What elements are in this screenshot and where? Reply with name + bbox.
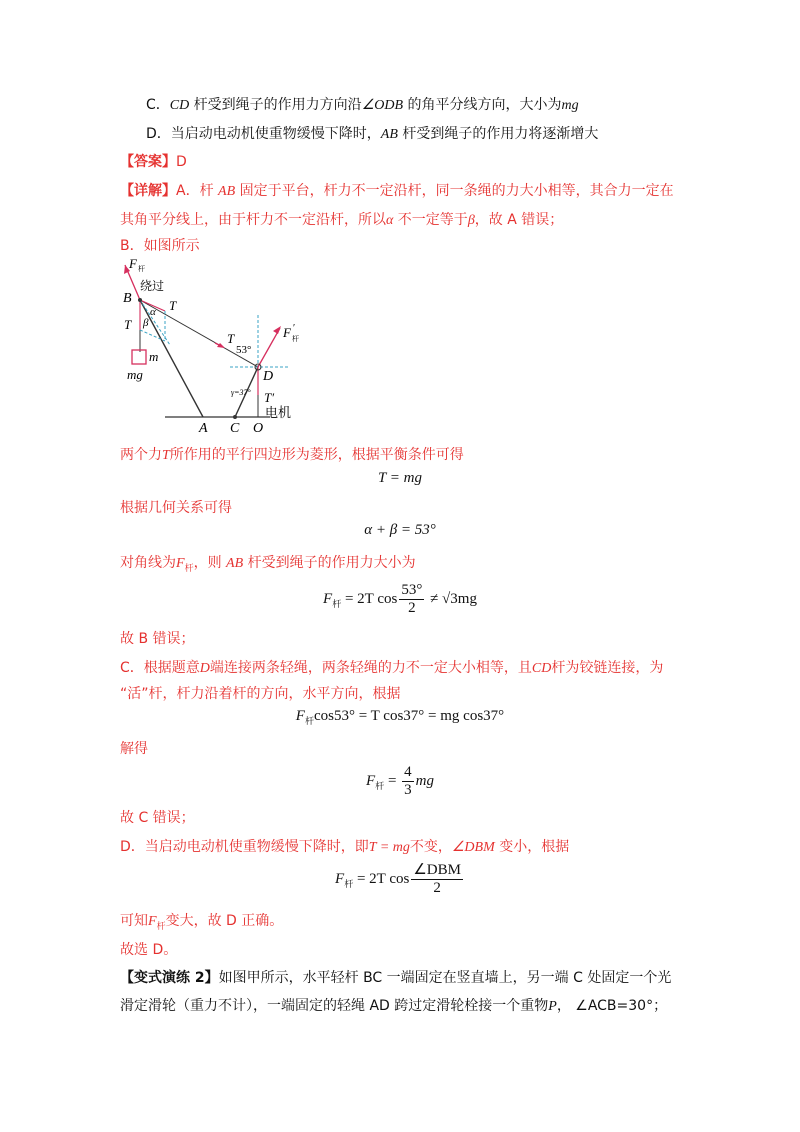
point-c: [233, 415, 237, 419]
label-t1: T: [169, 298, 177, 313]
force-f-rod-prime-arrow: [258, 328, 280, 367]
equation-1: T = mg: [377, 470, 423, 486]
answer: 【答案】D: [120, 154, 187, 170]
label-t2: T: [124, 317, 132, 332]
equation-2: α + β = 53°: [364, 522, 436, 538]
label-t3: T: [227, 331, 235, 346]
equation-6: $F_杆 = 2T$ cos $\frac{\text{∠DBM}}{2}$: [335, 862, 461, 896]
label-f-rod2-prime: ′: [293, 323, 296, 334]
option-d: D．当启动电动机使重物缓慢下降时，AB 杆受到绳子的作用力将逐渐增大: [146, 126, 599, 142]
detail-b-intro: B．如图所示: [120, 238, 200, 254]
label-wrap: 绕过: [140, 279, 165, 293]
detail-a-line2: 其角平分线上，由于杆力不一定沿杆，所以α 不一定等于β，故 A 错误；: [120, 212, 564, 228]
label-53: 53°: [236, 344, 252, 356]
label-f-rod-sub: 杆: [138, 265, 145, 273]
equation-5: $F_杆$ = $\frac{4}{3}$ mg: [366, 764, 434, 798]
detail-c-conclusion: 故 C 错误；: [120, 810, 195, 826]
detail-c-line2: “活”杆，杆力沿着杆的方向，水平方向，根据: [120, 686, 401, 702]
detail-final: 故选 D。: [120, 942, 178, 958]
label-f-rod2: F: [283, 325, 291, 340]
variant-line1: 【变式演练 2】如图甲所示，水平轻杆 BC 一端固定在竖直墙上，另一端 C 处固定一个光: [120, 970, 672, 986]
variant-line2: 滑定滑轮（重力不计），一端固定的轻绳 AD 跨过定滑轮栓接一个重物P， ∠ACB=30°；: [120, 998, 668, 1014]
point-b: [138, 298, 142, 302]
label-motor: 电机: [265, 405, 292, 420]
detail-b-conclusion: 故 B 错误；: [120, 631, 195, 647]
label-b: B: [123, 291, 132, 306]
force-t-rope-mid-head: [217, 343, 225, 348]
label-f-rod2-sub: 杆: [292, 335, 299, 343]
label-c: C: [230, 421, 240, 435]
option-c: C．CD 杆受到绳子的作用力方向沿∠ODB 的角平分线方向，大小为mg: [146, 97, 579, 113]
label-m: m: [149, 349, 159, 364]
label-t-prime: T′: [264, 390, 275, 405]
detail-b-text1: 两个力T所作用的平行四边形为菱形，根据平衡条件可得: [120, 447, 464, 463]
detail-a-line1: 【详解】A．杆 AB 固定于平台，杆力不一定沿杆，同一条绳的力大小相等，其合力一定在: [120, 183, 674, 199]
detail-c-line1: C．根据题意D端连接两条轻绳，两条轻绳的力不一定大小相等，且CD杆为铰链连接，为: [120, 660, 664, 676]
label-f-rod: F: [129, 256, 137, 271]
force-f-rod-prime-head: [273, 326, 281, 334]
equation-4: $F_杆\cos 53^\circ = T$ cos37° = mg cos37°: [295, 708, 505, 726]
mass-box: [132, 350, 146, 364]
label-alpha: α: [150, 306, 156, 318]
label-mg: mg: [127, 367, 143, 382]
force-diagram: [115, 255, 325, 435]
detail-d-know: 可知$F_杆$变大，故 D 正确。: [120, 913, 284, 932]
label-beta: β: [143, 317, 149, 329]
detail-b-text2: 根据几何关系可得: [120, 500, 232, 516]
detail-d-line: D．当启动电动机使重物缓慢下降时，即T = mg不变，∠DBM 变小，根据: [120, 839, 570, 855]
detail-c-solve: 解得: [120, 741, 148, 757]
detail-b-text3: 对角线为$F_杆$，则 AB 杆受到绳子的作用力大小为: [120, 555, 416, 574]
label-d: D: [263, 369, 274, 384]
label-o: O: [253, 421, 264, 435]
label-gamma: γ=37°: [231, 388, 251, 397]
label-a: A: [199, 421, 208, 435]
equation-3: $F_杆 = 2T$ cos $\frac{53^\circ}{2}$ ≠ √3mg: [323, 582, 477, 616]
